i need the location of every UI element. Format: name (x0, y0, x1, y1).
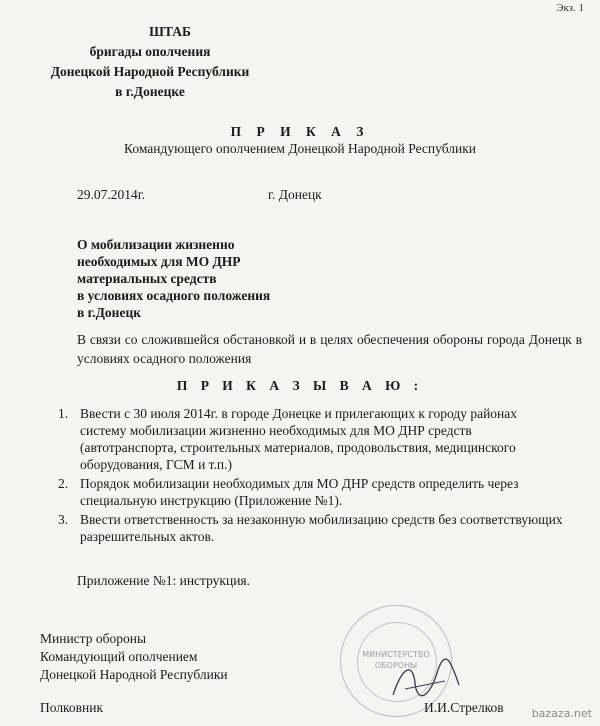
subject-line: в г.Донецк (77, 305, 142, 320)
site-watermark: bazaza.net (531, 707, 592, 720)
item-line: Порядок мобилизации необходимых для МО ДНР средств определить через (80, 476, 519, 491)
stamp-text: ОБОРОНЫ (374, 661, 418, 670)
subject-line: необходимых для МО ДНР (77, 254, 241, 269)
subject-line: материальных средств (77, 271, 217, 286)
item-number: 3. (58, 512, 69, 527)
order-date: 29.07.2014г. (77, 187, 146, 202)
order-city: г. Донецк (268, 187, 322, 202)
intro-paragraph: В связи со сложившейся обстановкой и в целях обеспечения обороны города Донецк в условиях осадного положения (77, 332, 582, 366)
header-line: ШТАБ (149, 24, 191, 39)
subject-line: в условиях осадного положения (77, 288, 271, 303)
signatory-name: И.И.Стрелков (424, 700, 504, 715)
item-line: оборудования, ГСМ и т.п.) (80, 457, 233, 472)
item-line: (автотранспорта, строительных материалов, продовольствия, медицинского (80, 440, 516, 455)
header-line: Донецкой Народной Республики (50, 64, 250, 79)
item-line: Ввести с 30 июля 2014г. в городе Донецке и прилегающих к городу районах (80, 406, 518, 421)
order-item-1 (58, 405, 583, 473)
stamp-text: МИНИСТЕРСТВО (362, 650, 430, 659)
item-line: систему мобилизации жизненно необходимых для МО ДНР средств (80, 423, 472, 438)
signatory-line: Министр обороны (40, 631, 147, 646)
order-items-list (58, 405, 583, 545)
order-subject (77, 236, 270, 321)
appendix-note: Приложение №1: инструкция. (77, 573, 251, 588)
item-number: 1. (58, 406, 69, 421)
item-line: разрешительных актов. (80, 529, 215, 544)
order-item-3 (58, 511, 583, 545)
signatory-rank: Полковник (40, 700, 104, 715)
copy-number: Экз. 1 (556, 2, 584, 14)
signatory-title (40, 630, 228, 684)
item-line: специальную инструкцию (Приложение №1). (80, 493, 343, 508)
subject-line: О мобилизации жизненно (77, 237, 235, 252)
header-line: в г.Донецке (115, 84, 185, 99)
signatory-line: Командующий ополчением (40, 649, 198, 664)
handwritten-signature (385, 655, 465, 705)
signatory-line: Донецкой Народной Республики (40, 667, 228, 682)
order-title: П Р И К А З (230, 124, 370, 139)
order-subtitle: Командующего ополчением Донецкой Народной Республики (124, 141, 476, 156)
item-number: 2. (58, 476, 69, 491)
header-line: бригады ополчения (89, 44, 211, 59)
order-directive-heading: П Р И К А З Ы В А Ю : (176, 378, 424, 393)
headquarters-header (30, 22, 270, 102)
item-line: Ввести ответственность за незаконную мобилизацию средств без соответствующих (80, 512, 563, 527)
order-item-2 (58, 475, 583, 509)
